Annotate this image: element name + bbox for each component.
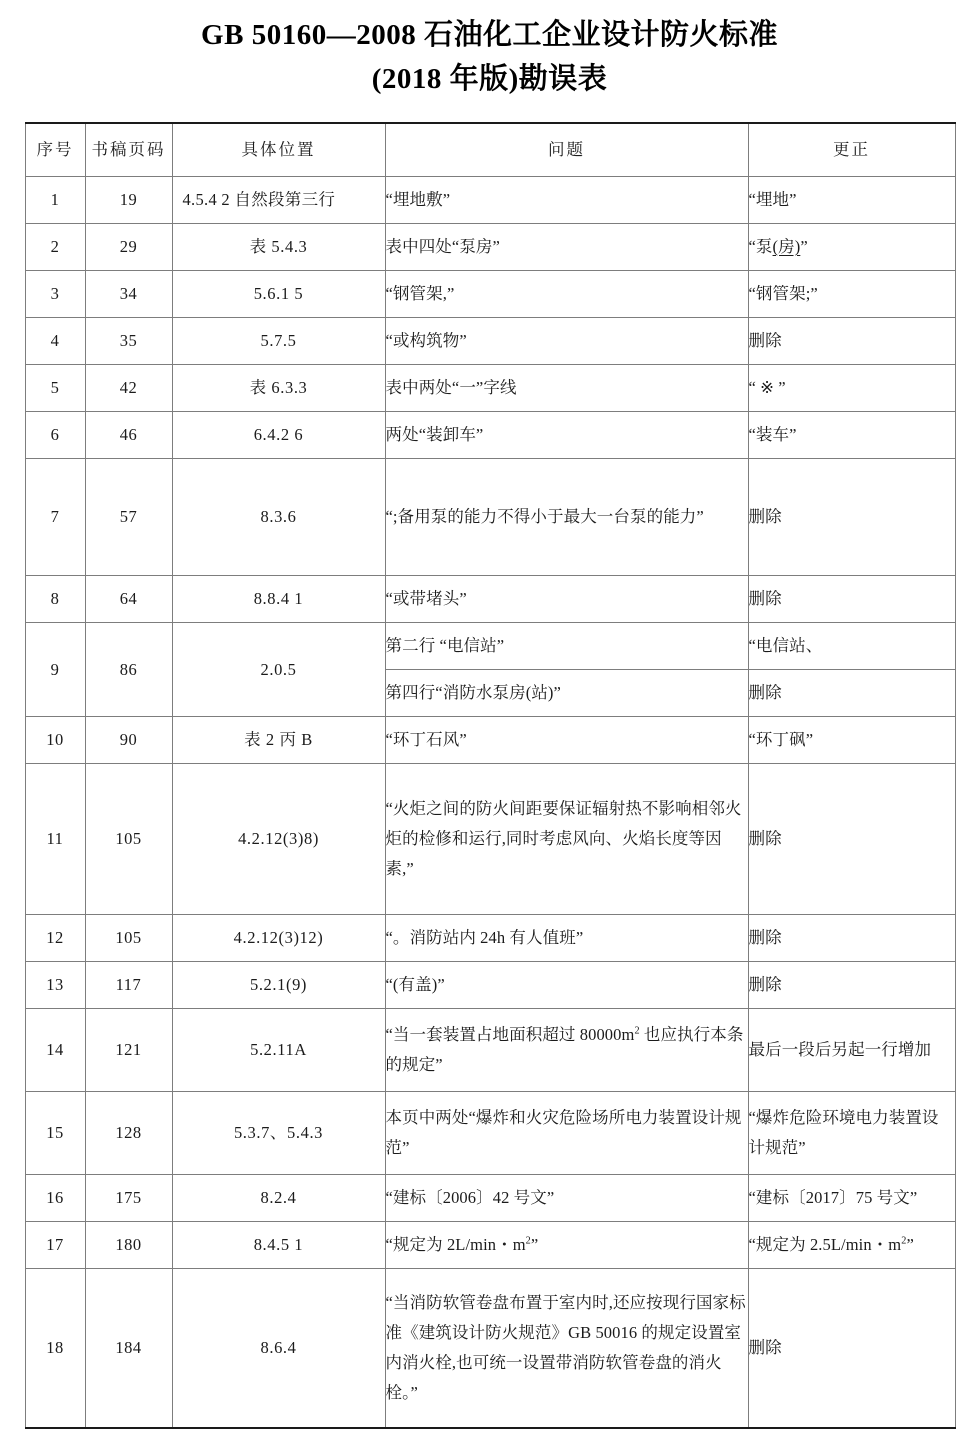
table-row [25, 764, 955, 915]
row-problem: “。消防站内 24h 有人值班” [385, 915, 748, 962]
table-body [25, 177, 955, 1429]
problem-text: “当消防软管卷盘布置于室内时,还应按现行国家标准《建筑设计防火规范》GB 50016 的规定设置室内消火栓,也可统一设置带消防软管卷盘的消火栓。” [385, 1293, 746, 1402]
problem-text-pre: “当一套装置占地面积超过 80000m [385, 1025, 635, 1044]
column-header-location: 具体位置 [172, 123, 385, 177]
row-problem [385, 1222, 748, 1269]
problem-text-post: ” [530, 1235, 539, 1254]
column-header-correction: 更正 [748, 123, 955, 177]
row-correction: “ ※ ” [748, 365, 955, 412]
table-header-row [25, 123, 955, 177]
row-page: 42 [85, 365, 172, 412]
table-row [25, 1222, 955, 1269]
row-page: 35 [85, 318, 172, 365]
row-correction: 删除 [748, 670, 955, 717]
row-page: 34 [85, 271, 172, 318]
table-row [25, 623, 955, 670]
row-number: 4 [25, 318, 85, 365]
row-page: 64 [85, 576, 172, 623]
row-page: 105 [85, 915, 172, 962]
row-page: 117 [85, 962, 172, 1009]
problem-text-post: 也应执行本条的规定” [385, 1025, 744, 1074]
row-number: 1 [25, 177, 85, 224]
problem-text: 本页中两处“爆炸和火灾危险场所电力装置设计规范” [385, 1108, 742, 1157]
problem-superscript: 2 [634, 1025, 640, 1037]
row-problem [385, 1009, 748, 1092]
row-correction [748, 1092, 955, 1175]
row-location: 5.7.5 [172, 318, 385, 365]
row-page: 180 [85, 1222, 172, 1269]
row-page: 29 [85, 224, 172, 271]
correction-prefix: “泵 [748, 237, 773, 256]
row-correction: “埋地” [748, 177, 955, 224]
column-header-no: 序号 [25, 123, 85, 177]
table-row [25, 224, 955, 271]
row-problem: “埋地敷” [385, 177, 748, 224]
title-line-primary: GB 50160—2008 石油化工企业设计防火标准 [201, 19, 778, 51]
row-correction: “电信站、 [748, 623, 955, 670]
row-location: 8.6.4 [172, 1269, 385, 1429]
row-correction: “建标〔2017〕75 号文” [748, 1175, 955, 1222]
row-location: 5.3.7、5.4.3 [172, 1092, 385, 1175]
correction-text: “爆炸危险环境电力装置设计规范” [748, 1108, 939, 1157]
row-location: 表 6.3.3 [172, 365, 385, 412]
row-location: 5.6.1 5 [172, 271, 385, 318]
errata-table-wrap [25, 122, 955, 1429]
problem-text: “;备用泵的能力不得小于最大一台泵的能力” [385, 507, 704, 526]
row-location: 2.0.5 [172, 623, 385, 717]
table-row [25, 915, 955, 962]
correction-underlined-segment: (房) [772, 237, 801, 256]
row-location: 5.2.11A [172, 1009, 385, 1092]
row-page: 175 [85, 1175, 172, 1222]
table-row [25, 1092, 955, 1175]
column-header-problem: 问题 [385, 123, 748, 177]
row-problem: “(有盖)” [385, 962, 748, 1009]
row-number: 10 [25, 717, 85, 764]
row-problem: “钢管架,” [385, 271, 748, 318]
table-row [25, 1009, 955, 1092]
table-row [25, 412, 955, 459]
row-page: 46 [85, 412, 172, 459]
row-correction: 删除 [748, 318, 955, 365]
row-problem: 表中四处“泵房” [385, 224, 748, 271]
table-row [25, 1175, 955, 1222]
row-page: 105 [85, 764, 172, 915]
row-location: 4.5.4 2 自然段第三行 [172, 177, 385, 224]
row-number: 12 [25, 915, 85, 962]
problem-superscript: 2 [525, 1235, 531, 1247]
row-number: 5 [25, 365, 85, 412]
row-number: 13 [25, 962, 85, 1009]
row-number: 14 [25, 1009, 85, 1092]
table-header [25, 123, 955, 177]
row-location: 8.3.6 [172, 459, 385, 576]
row-location: 8.2.4 [172, 1175, 385, 1222]
table-row [25, 962, 955, 1009]
row-location: 4.2.12(3)8) [172, 764, 385, 915]
row-number: 6 [25, 412, 85, 459]
table-row [25, 365, 955, 412]
row-correction: 最后一段后另起一行增加 [748, 1009, 955, 1092]
document-title [0, 0, 979, 100]
row-correction: 删除 [748, 764, 955, 915]
row-problem: “环丁石风” [385, 717, 748, 764]
row-location: 表 2 丙 B [172, 717, 385, 764]
row-problem: “或构筑物” [385, 318, 748, 365]
row-problem: 第四行“消防水泵房(站)” [385, 670, 748, 717]
table-row [25, 177, 955, 224]
table-row [25, 717, 955, 764]
row-correction: 删除 [748, 576, 955, 623]
row-problem: 表中两处“一”字线 [385, 365, 748, 412]
row-location: 8.8.4 1 [172, 576, 385, 623]
row-location: 表 5.4.3 [172, 224, 385, 271]
row-location: 6.4.2 6 [172, 412, 385, 459]
row-problem [385, 1269, 748, 1429]
row-page: 57 [85, 459, 172, 576]
row-problem: 两处“装卸车” [385, 412, 748, 459]
row-number: 17 [25, 1222, 85, 1269]
column-header-page: 书稿页码 [85, 123, 172, 177]
row-problem [385, 459, 748, 576]
problem-text: “火炬之间的防火间距要保证辐射热不影响相邻火炬的检修和运行,同时考虑风向、火焰长度等因素,” [385, 799, 742, 878]
table-row [25, 459, 955, 576]
problem-text-pre: “规定为 2L/min・m [385, 1235, 526, 1254]
row-problem: “建标〔2006〕42 号文” [385, 1175, 748, 1222]
row-correction [748, 224, 955, 271]
row-problem [385, 764, 748, 915]
row-correction: 删除 [748, 1269, 955, 1429]
row-page: 184 [85, 1269, 172, 1429]
row-correction: 删除 [748, 962, 955, 1009]
table-row [25, 318, 955, 365]
row-page: 121 [85, 1009, 172, 1092]
table-row [25, 576, 955, 623]
row-number: 18 [25, 1269, 85, 1429]
row-number: 16 [25, 1175, 85, 1222]
title-line-secondary: (2018 年版)勘误表 [371, 63, 608, 95]
row-number: 7 [25, 459, 85, 576]
row-problem [385, 1092, 748, 1175]
row-page: 90 [85, 717, 172, 764]
row-correction: 删除 [748, 459, 955, 576]
row-problem: 第二行 “电信站” [385, 623, 748, 670]
row-page: 86 [85, 623, 172, 717]
correction-suffix: ” [800, 237, 808, 256]
row-correction: “钢管架;” [748, 271, 955, 318]
row-number: 8 [25, 576, 85, 623]
row-page: 128 [85, 1092, 172, 1175]
row-page: 19 [85, 177, 172, 224]
row-location: 5.2.1(9) [172, 962, 385, 1009]
row-correction: “环丁砜” [748, 717, 955, 764]
row-number: 9 [25, 623, 85, 717]
row-correction: 删除 [748, 915, 955, 962]
table-row [25, 271, 955, 318]
correction-superscript: 2 [901, 1235, 907, 1247]
row-correction: “装车” [748, 412, 955, 459]
correction-text-post: ” [906, 1235, 914, 1254]
table-row [25, 1269, 955, 1429]
row-location: 4.2.12(3)12) [172, 915, 385, 962]
row-problem: “或带堵头” [385, 576, 748, 623]
errata-table [25, 122, 956, 1429]
row-number: 15 [25, 1092, 85, 1175]
correction-text-pre: “规定为 2.5L/min・m [748, 1235, 902, 1254]
row-correction [748, 1222, 955, 1269]
row-number: 3 [25, 271, 85, 318]
row-number: 11 [25, 764, 85, 915]
row-location: 8.4.5 1 [172, 1222, 385, 1269]
row-number: 2 [25, 224, 85, 271]
